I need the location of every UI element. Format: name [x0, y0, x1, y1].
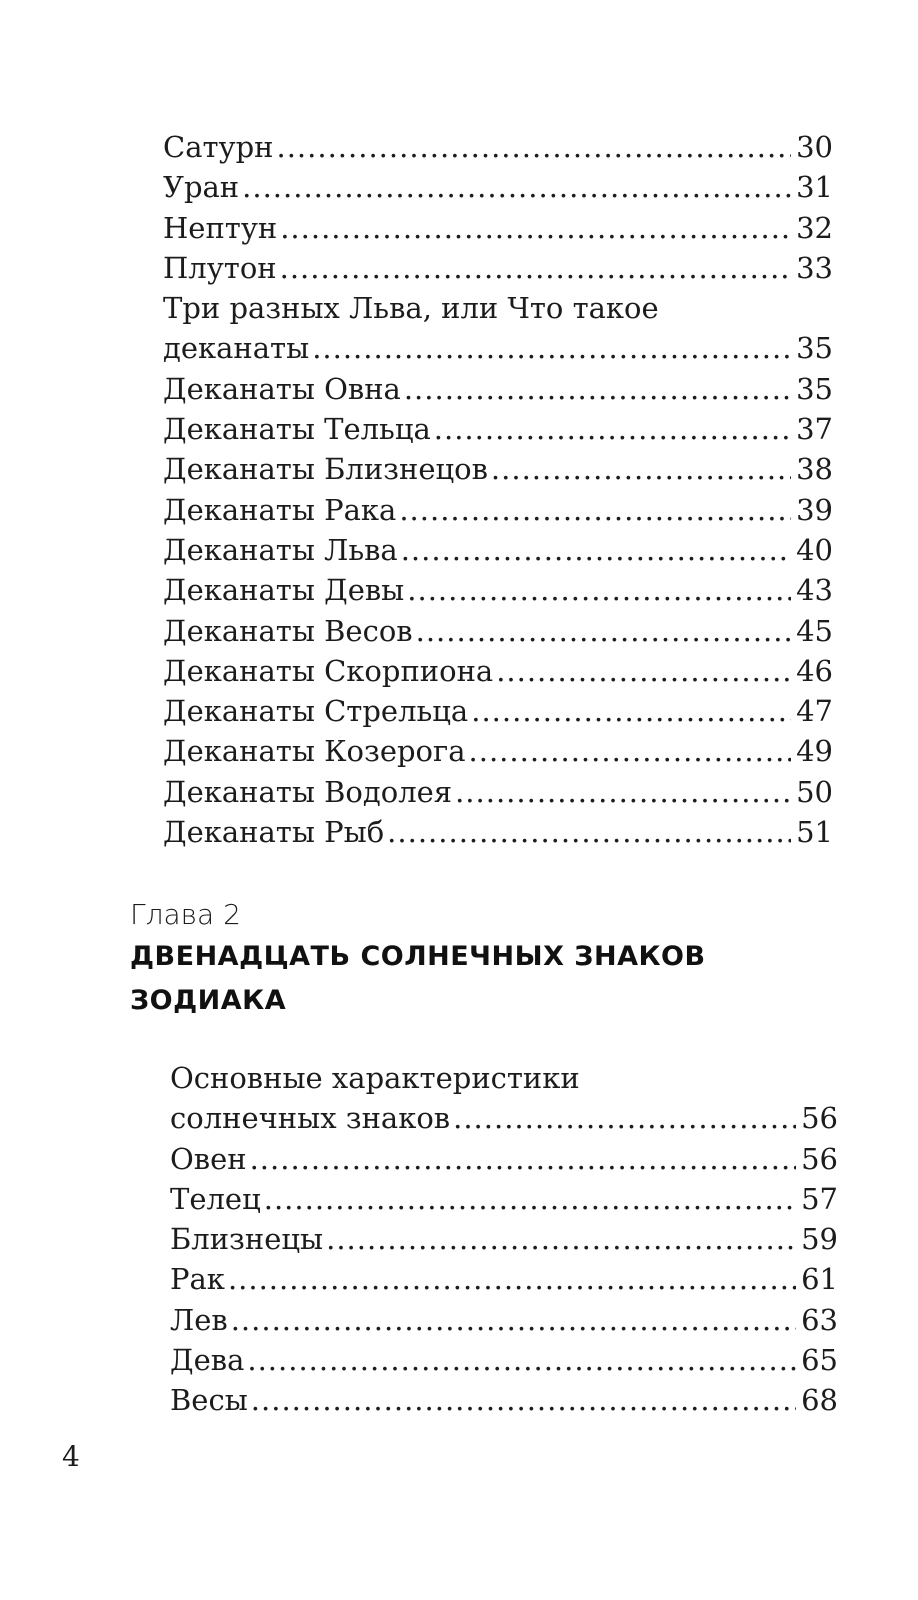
chapter-title-line2: ЗОДИАКА — [130, 985, 287, 1016]
toc-entry — [163, 208, 833, 248]
toc-entry — [170, 1219, 838, 1259]
toc-entry — [163, 248, 833, 288]
toc-entry-title: Весы — [170, 1383, 248, 1418]
toc-leader-dots — [491, 449, 791, 489]
toc-entry-page: 32 — [796, 210, 833, 245]
toc-entry-title: Уран — [163, 170, 240, 205]
toc-leader-dots — [312, 328, 791, 368]
chapter-label: Глава 2 — [130, 898, 241, 931]
toc-entry-title: Деканаты Близнецов — [163, 452, 488, 487]
toc-entry-page: 37 — [796, 412, 833, 447]
toc-entry-title: Основные характеристики — [170, 1061, 580, 1095]
toc-entry-title: Телец — [170, 1181, 261, 1216]
toc-entry-title: Сатурн — [163, 130, 274, 164]
toc-entry — [170, 1340, 838, 1380]
toc-leader-dots — [228, 1259, 796, 1299]
toc-entry-page: 35 — [796, 371, 833, 406]
toc-entry-title: Дева — [170, 1343, 245, 1378]
toc-entry-page: 56 — [801, 1141, 838, 1176]
toc-leader-dots — [280, 208, 791, 248]
toc-entry-page: 50 — [796, 774, 833, 809]
toc-entry-title: Деканаты Скорпиона — [163, 653, 494, 688]
toc-leader-dots — [251, 1380, 796, 1420]
toc-leader-dots — [399, 490, 791, 530]
toc-entry-page: 68 — [801, 1383, 838, 1418]
toc-entry-page: 45 — [796, 613, 833, 648]
toc-leader-dots — [387, 812, 791, 852]
toc-leader-dots — [455, 772, 791, 812]
toc-entry-page: 51 — [796, 815, 833, 850]
toc-entry-title: Рак — [170, 1262, 225, 1297]
toc-entry-title: Деканаты Стрельца — [163, 694, 469, 729]
toc-entry-title: Деканаты Тельца — [163, 412, 431, 447]
toc-entry — [163, 611, 833, 651]
toc-leader-dots — [264, 1179, 796, 1219]
chapter-title — [130, 935, 830, 1023]
toc-entry-title: Деканаты Овна — [163, 371, 401, 406]
toc-leader-dots — [280, 248, 791, 288]
toc-entry — [170, 1259, 838, 1299]
toc-leader-dots — [407, 570, 791, 610]
toc-entry-page: 39 — [796, 492, 833, 527]
toc-entry — [163, 328, 833, 368]
toc-entry-title: Деканаты Рыб — [163, 815, 385, 850]
toc-entry-title: Деканаты Девы — [163, 573, 405, 608]
toc-entry — [170, 1058, 838, 1098]
toc-entry — [163, 772, 833, 812]
toc-entry-page: 43 — [796, 573, 833, 608]
toc-entry — [163, 288, 833, 328]
toc-entry — [163, 812, 833, 852]
toc-entry — [170, 1380, 838, 1420]
page-number: 4 — [62, 1440, 80, 1473]
toc-entry — [170, 1098, 838, 1138]
toc-entry — [163, 127, 833, 167]
toc-entry-page: 40 — [796, 532, 833, 567]
toc-leader-dots — [404, 369, 791, 409]
toc-entry — [170, 1179, 838, 1219]
toc-leader-dots — [496, 651, 791, 691]
toc-leader-dots — [242, 167, 791, 207]
chapter-heading — [130, 897, 830, 1023]
toc-list-part2 — [170, 1058, 838, 1421]
toc-leader-dots — [434, 409, 791, 449]
toc-entry-page: 38 — [796, 452, 833, 487]
toc-leader-dots — [469, 731, 792, 771]
toc-entry — [163, 691, 833, 731]
toc-entry-page: 33 — [796, 250, 833, 285]
toc-entry — [163, 731, 833, 771]
toc-entry — [163, 409, 833, 449]
toc-leader-dots — [231, 1300, 796, 1340]
toc-entry — [163, 570, 833, 610]
toc-entry-page: 65 — [801, 1343, 838, 1378]
toc-entry-page: 59 — [801, 1222, 838, 1257]
toc-entry-page: 47 — [796, 694, 833, 729]
toc-entry-title: Деканаты Весов — [163, 613, 413, 648]
toc-leader-dots — [250, 1139, 797, 1179]
toc-entry — [163, 651, 833, 691]
toc-entry-title: Деканаты Козерога — [163, 734, 466, 769]
toc-entry-title: Близнецы — [170, 1222, 324, 1257]
toc-entry-title: Нептун — [163, 210, 278, 245]
toc-leader-dots — [326, 1219, 796, 1259]
toc-entry-title: Плутон — [163, 250, 277, 285]
toc-leader-dots — [276, 127, 791, 167]
toc-entry — [163, 369, 833, 409]
toc-entry-title: Деканаты Рака — [163, 492, 397, 527]
toc-entry-title: Деканаты Водолея — [163, 774, 453, 809]
toc-entry-title: Лев — [170, 1302, 228, 1337]
toc-leader-dots — [401, 530, 791, 570]
toc-entry-page: 30 — [796, 130, 833, 164]
toc-entry — [163, 490, 833, 530]
toc-leader-dots — [247, 1340, 796, 1380]
toc-entry-page: 31 — [796, 170, 833, 205]
toc-entry-page: 35 — [796, 331, 833, 366]
chapter-title-line1: ДВЕНАДЦАТЬ СОЛНЕЧНЫХ ЗНАКОВ — [130, 941, 706, 972]
toc-entry-title: деканаты — [163, 331, 310, 366]
toc-entry — [163, 530, 833, 570]
toc-leader-dots — [471, 691, 791, 731]
toc-leader-dots — [453, 1098, 796, 1138]
toc-entry — [170, 1139, 838, 1179]
toc-entry-page: 57 — [801, 1181, 838, 1216]
toc-entry — [170, 1300, 838, 1340]
toc-entry — [163, 167, 833, 207]
toc-leader-dots — [416, 611, 791, 651]
toc-entry-title: Овен — [170, 1141, 247, 1176]
toc-entry-page: 61 — [801, 1262, 838, 1297]
toc-entry-page: 49 — [796, 734, 833, 769]
toc-entry — [163, 449, 833, 489]
toc-entry-page: 56 — [801, 1101, 838, 1136]
toc-entry-page: 46 — [796, 653, 833, 688]
toc-entry-title: Три разных Льва, или Что такое — [163, 291, 659, 326]
toc-entry-title: Деканаты Льва — [163, 532, 398, 567]
toc-entry-page: 63 — [801, 1302, 838, 1337]
toc-entry-title: солнечных знаков — [170, 1101, 451, 1136]
toc-list-part1 — [163, 127, 833, 852]
